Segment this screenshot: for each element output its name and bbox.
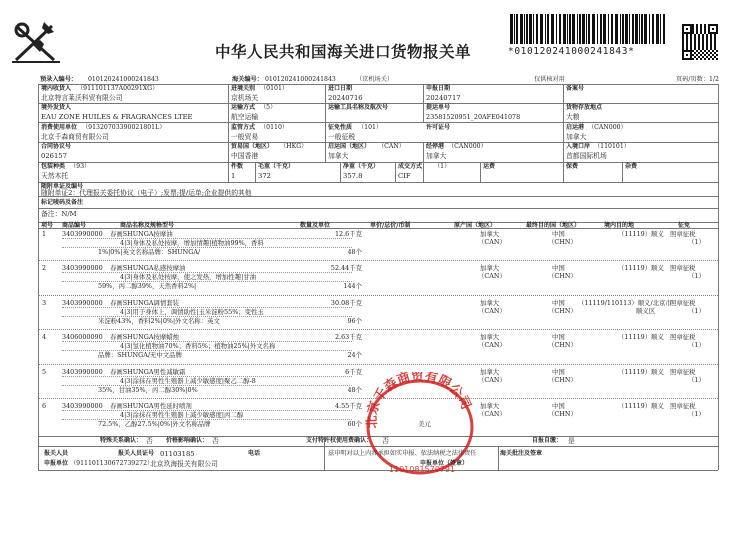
marks-label: 标记唛码及备注 [41,199,84,206]
goods-quantity-pieces: 24个 [347,351,362,360]
net-weight-label: 净重（千克） [343,163,380,170]
goods-quantity-pieces: 48个 [347,385,362,394]
row-divider [62,316,352,317]
goods-domestic-dest: （11119）顺义 [618,333,664,342]
docs-text: 随附单证2：代理报关委托协议（电子）;发票;提/运单;企业提供的其他 [41,189,252,197]
goods-destination-code: （CHN） [548,272,577,281]
goods-destination: 中国 [552,333,565,342]
row-divider [62,376,352,377]
license-label: 许可证号 [426,124,451,131]
goods-spec-line: 72.5%，乙醇27.5%|0%|外文名称品牌 [98,420,211,428]
goods-hs-code: 3403990000 [62,367,103,376]
col-price: 单价/总价/币制 [370,222,411,229]
col-item-no: 项号 [41,222,54,229]
package-code: （93） [70,163,91,170]
col-domestic-dest: 境内目的地 [604,222,635,229]
entry-place: 首都国际机场 [566,152,607,160]
goods-hs-code: 3403990000 [62,298,103,307]
goods-name: 春画SHUNGA私感按摩油 [110,264,186,273]
terms-label: 成交方式 [398,163,423,170]
entry-place-label: 入境口岸 [566,143,591,150]
row-divider [62,350,352,351]
gross-weight-label: 毛重（千克） [258,163,295,170]
royalty-label: 支付特许权使用费确认： [306,437,373,444]
supervision-name: 一般贸易 [231,133,259,141]
transport-code: （5） [260,104,277,111]
goods-spec-line: 4|3|身体及私处按摩，使之发热，增加性趣|甘油 [120,273,257,282]
vehicle-label: 运输工具名称及航次号 [328,104,389,111]
storage-place: 大粮 [566,113,580,121]
col-origin: 原产国（地区） [454,222,497,229]
col-hs-code: 商品编号 [62,222,87,229]
row-divider [62,385,352,386]
goods-origin-code: （CAN） [478,341,506,350]
goods-destination-code: （CHN） [548,375,577,384]
goods-quantity: 6千克 [345,367,362,376]
levy-nature-label: 征免性质 [328,124,353,131]
insurance-label: 保费 [566,163,579,170]
row-divider [62,307,352,308]
goods-destination-code: （CHN） [548,410,577,418]
goods-quantity-pieces: 96个 [347,316,362,325]
storage-label: 货物存放地点 [566,104,603,111]
contract-number: 026157 [41,152,67,160]
transit-port-code: （CAN000） [448,143,487,150]
verify-note: 仅供核对用 [534,76,565,83]
goods-levy-code: （1） [688,238,705,246]
qr-code [682,24,718,60]
transit-port-label: 经停港 [426,143,445,150]
supervision-code: （0110） [260,124,289,131]
bill-label: 提运单号 [426,104,451,111]
entry-port-label: 进境关别 [231,85,256,92]
goods-quantity: 2.63千克 [334,333,362,342]
customs-office: （京机场关） [356,76,394,83]
goods-destination-code: （CHN） [548,341,577,350]
goods-item-no: 1 [42,230,47,238]
col-destination: 最终目的国（地区） [526,222,581,229]
goods-destination-code: （CHN） [548,306,577,315]
transport-label: 运输方式 [231,104,256,111]
goods-domestic-dest-2: 顺义区 [636,306,656,315]
overseas-shipper-name: EAU ZONE HUILES & FRAGRANCES LTEE [41,113,193,121]
import-date: 20240716 [328,94,363,102]
goods-spec-line: 35%，甘油35%，丙二醇30%|0% [98,385,198,394]
customs-emblem [8,20,64,66]
royalty: 否 [382,437,389,445]
goods-quantity: 4.55千克 [334,402,362,410]
declare-date-label: 申报日期 [426,85,451,92]
form-title: 中华人民共和国海关进口货物报关单 [215,43,472,61]
gross-weight: 372 [258,172,271,180]
pieces-label: 件数 [231,163,244,170]
goods-name: 春画SHUNGA调情套装 [110,298,179,307]
goods-origin: 加拿大 [480,402,500,410]
origin-country-code: （CAN） [378,143,405,150]
row-divider [62,419,352,420]
trade-country: 中国香港 [231,152,259,160]
entry-place-code: （110101） [594,143,630,150]
goods-name: 春画SHUNGA男性延时喷剂 [110,402,192,410]
preentry-label: 预录入编号： [40,76,78,83]
unit-name: 北京玖海报关有限公司 [150,460,218,468]
goods-destination: 中国 [552,230,565,238]
customs-note-label: 海关批注及签章 [500,450,543,457]
goods-origin-code: （CAN） [478,272,506,281]
consignee-label: 境内收货人 [41,85,72,92]
goods-item-no: 6 [42,402,47,410]
record-no-label: 备案号 [566,85,585,92]
unit-label: 申报单位 [44,460,69,467]
price-effect: 否 [212,437,219,445]
entry-port-name: 京机场关 [231,94,259,102]
goods-levy: 照章征税 [670,402,696,410]
goods-name: 春画SHUNGA按摩蜡烛 [110,333,179,342]
levy-nature-code: （101） [358,124,383,131]
transit-port: 加拿大 [426,152,447,160]
import-date-label: 进口日期 [328,85,353,92]
barcode [510,14,668,44]
net-weight: 357.8 [343,172,363,180]
goods-destination: 中国 [552,298,565,307]
depart-port-code: （CAN000） [588,124,627,131]
goods-item-no: 3 [42,298,47,307]
goods-quantity-pieces: 60个 [347,420,362,428]
goods-spec-line: 4|3|涂抹在男性生殖器上减少敏感度|丙二醇 [120,411,244,419]
goods-levy-code: （1） [688,410,705,418]
levy-nature-name: 一般征税 [328,133,356,141]
row-divider [62,341,352,342]
goods-origin: 加拿大 [480,230,500,238]
page-number: 页码/页数：1/2 [676,76,719,83]
goods-item-no: 5 [42,367,47,376]
declarant-label: 报关人员 [44,450,69,457]
row-separator [38,329,718,330]
goods-quantity: 12.6千克 [334,230,362,238]
freight-label: 运费 [483,163,496,170]
docs-label: 随附单证及编号 [41,183,84,190]
goods-domestic-dest: （11119）顺义 [618,264,664,273]
consignee-name: 北京特言莱沃科贸有限公司 [41,94,123,102]
customs-no-label: 海关编号： [232,76,263,83]
goods-hs-code: 3403990000 [62,402,103,410]
row-divider [62,410,352,411]
goods-name: 春画SHUNGA按摩油 [110,230,173,238]
trade-country-label: 贸易国（地区） [231,143,274,150]
consumer-label: 消费使用单位 [41,124,78,131]
goods-quantity: 52.44千克 [330,264,362,273]
misc-fee-label: 杂费 [625,163,638,170]
marks-text: 备注：N/M [41,210,77,218]
consignee-code: （911101137A00291XG） [77,85,159,92]
special-relation-label: 特殊关系确认： [100,437,143,444]
goods-spec-line: 4|3|身体及私处按摩，增加情趣|植物油99%，香料 [120,239,264,247]
goods-levy: 照章征税 [670,230,696,238]
goods-domestic-dest: （11119/110113）顺义/北京市 [578,298,672,307]
self-pay: 是 [568,437,575,445]
goods-origin: 加拿大 [480,333,500,342]
goods-hs-code: 3403990000 [62,264,103,273]
entry-port-code: （0101） [260,85,289,92]
col-goods-name: 商品名称及规格型号 [120,222,175,229]
goods-spec-line: 4|3|氢化植物油70%；香料5%；植物油25%|外文名称 [120,342,276,351]
package-name: 天然木托 [41,172,69,180]
terms-code: （1） [434,163,451,170]
goods-origin: 加拿大 [480,298,500,307]
declarant-cert: 01103185 [160,450,195,458]
package-label: 包装种类 [41,163,66,170]
goods-destination: 中国 [552,264,565,273]
unit-code: （911101130672739272） [70,460,154,467]
goods-item-no: 4 [42,333,47,342]
consumer-name: 北京千森商贸有限公司 [41,133,109,141]
row-separator [38,364,718,365]
goods-spec-line: 4|3|用于身体上，调情助性|玉米淀粉55%；变性玉 [120,307,264,316]
row-separator [38,260,718,261]
goods-spec-line: 59%，丙二醇39%，天然香料2%| [98,282,197,291]
row-divider [62,281,352,282]
goods-domestic-dest: （11119）顺义 [618,402,664,410]
self-pay-label: 自报自缴： [532,437,563,444]
preentry-number: 010120241000241843 [88,76,159,83]
goods-spec-line: 4|3|涂抹在男性生殖器上减少敏感度|聚乙二醇-8 [120,376,256,385]
goods-levy-code: （1） [688,341,705,350]
goods-destination: 中国 [552,367,565,376]
svg-text:北京千森商贸有限公司: 北京千森商贸有限公司 [364,372,474,429]
overseas-shipper-label: 境外发货人 [41,104,72,111]
goods-quantity-pieces: 144个 [343,282,362,291]
goods-item-no: 2 [42,264,47,273]
unit-stamp-label: 申报单位（签章） [420,460,469,467]
goods-levy-code: （1） [688,272,705,281]
goods-levy: 照章征税 [670,264,696,273]
row-divider [62,238,352,239]
goods-levy-code: （1） [688,306,705,315]
phone-label: 电话 [248,450,261,457]
transport-name: 航空运输 [231,113,259,121]
statement: 兹申明对以上内容承担如实申报、依法纳税之法律责任 [328,450,477,457]
declarant-cert-label: 报关人员证号 [118,450,155,457]
goods-origin: 加拿大 [480,367,500,376]
origin-country-label: 启运国（地区） [328,143,371,150]
goods-quantity-pieces: 48个 [347,248,362,256]
goods-spec-line: 米淀粉43%，香料2%|0%|外文名称：英文 [98,316,220,325]
bill-number: 23581520951_20AFE041078 [426,113,521,121]
goods-currency: 美元 [418,420,431,428]
svg-text:1101081570791: 1101081570791 [388,465,456,474]
consumer-code: （91320703390021801L） [82,124,166,131]
goods-destination-code: （CHN） [548,238,577,246]
depart-port-label: 启运港 [566,124,585,131]
goods-name: 春画SHUNGA男性减敏霜 [110,367,186,376]
goods-origin-code: （CAN） [478,375,506,384]
depart-port-name: 加拿大 [566,133,587,141]
goods-hs-code: 3406000090 [62,333,103,342]
declare-date: 20240717 [426,94,461,102]
origin-country: 加拿大 [328,152,349,160]
goods-spec-line: 1%|0%|英文名称品牌：SHUNGA/ [98,248,201,256]
barcode-text: *010120241000241843* [508,46,635,57]
goods-levy-code: （1） [688,375,705,384]
price-effect-label: 价格影响确认： [166,437,209,444]
goods-hs-code: 3403990000 [62,230,103,238]
goods-domestic-dest: （11119）顺义 [618,367,664,376]
goods-levy: 照章征税 [670,367,696,376]
row-separator [38,295,718,296]
goods-origin-code: （CAN） [478,306,506,315]
goods-levy: 照章征税 [670,298,696,307]
supervision-label: 监管方式 [231,124,256,131]
goods-domestic-dest: （11119）顺义 [618,230,664,238]
goods-origin-code: （CAN） [478,238,506,246]
goods-quantity: 30.08千克 [330,298,362,307]
goods-spec-line: 品牌：SHUNGA/无中文品牌 [98,351,182,360]
special-relation: 否 [146,437,153,445]
goods-origin-code: （CAN） [478,410,506,418]
col-levy: 征免 [678,222,691,229]
pieces: 1 [231,172,236,180]
contract-label: 合同协议号 [41,143,72,150]
terms: CIF [398,172,411,180]
goods-origin: 加拿大 [480,264,500,273]
goods-destination: 中国 [552,402,565,410]
row-divider [62,272,352,273]
col-quantity: 数量及单位 [300,222,331,229]
customs-number: 010120241000241843 [265,76,336,83]
goods-levy: 照章征税 [670,333,696,342]
trade-country-code: （HKG） [280,143,308,150]
row-divider [62,247,352,248]
